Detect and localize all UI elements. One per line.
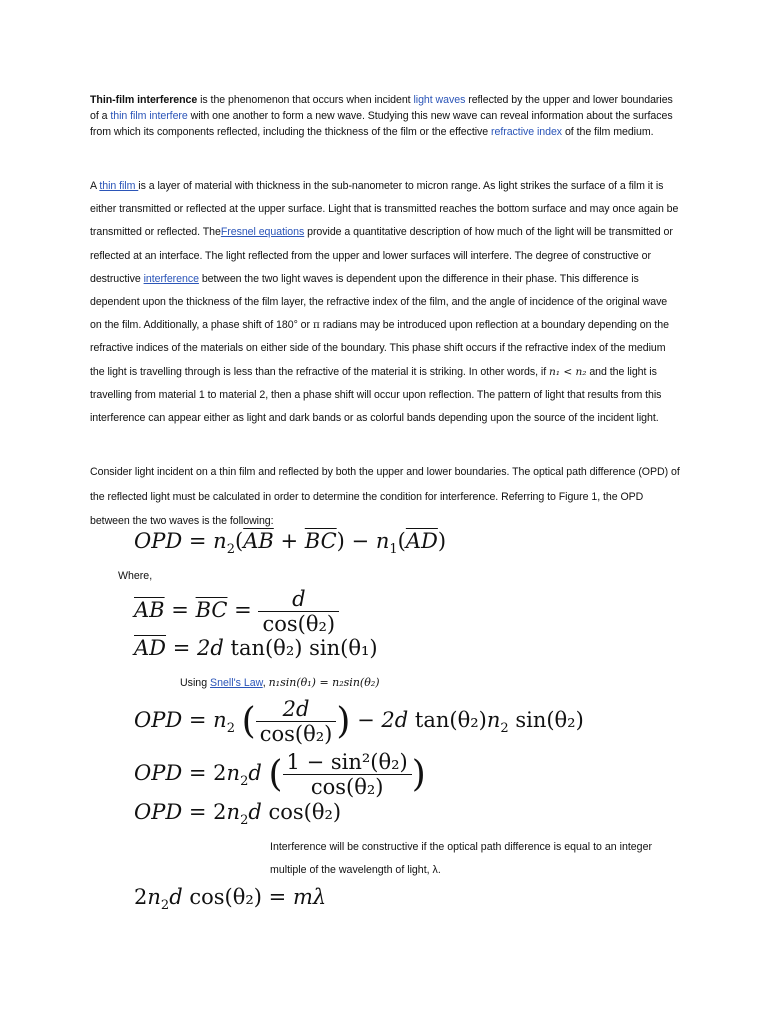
eq-n: n (147, 885, 161, 909)
snells-law-line (180, 676, 380, 689)
snell-formula: n₁sin(θ₁) = n₂sin(θ₂) (268, 676, 380, 689)
eq-equals: = (188, 761, 207, 785)
eq-d: d (248, 800, 262, 824)
eq-tan-theta2: tan(θ₂) (230, 636, 303, 660)
eq-sin-theta2: sin(θ₂) (515, 708, 584, 732)
eq-opd: OPD (134, 529, 183, 553)
eq-n: n (226, 800, 241, 824)
eq-cos-theta2: cos(θ₂) (283, 774, 412, 799)
link-light-waves[interactable]: light waves (413, 94, 466, 106)
eq-opd: OPD (134, 800, 183, 824)
where-label: Where, (118, 570, 153, 582)
eq-n: n (226, 761, 241, 785)
link-thin-film[interactable]: thin film (99, 180, 139, 192)
eq-cos-theta2: cos(θ₂) (256, 721, 337, 746)
equation-opd-definition: OPD = $n_2(\overline{AB} + \overline{BC}) - n_1(\overline{AD})$ (134, 529, 447, 558)
eq-plus: + (280, 529, 299, 553)
eq-opd: OPD (134, 708, 183, 732)
eq-cos-theta2: cos(θ₂) (268, 800, 342, 824)
eq-2: 2 (213, 800, 227, 824)
equation-opd-simplified: OPD = $2n_2d$ ( $\frac{\text{1 − sin²(θ₂)}}{\text{cos(θ₂)}}$ ) (134, 750, 426, 799)
eq-minus: − (351, 529, 370, 553)
eq-cos-theta2: cos(θ₂) (189, 885, 262, 909)
eq-one-minus-sin2: 1 − sin²(θ₂) (286, 750, 408, 774)
link-snells-law[interactable]: Snell's Law (210, 677, 263, 689)
eq-n: n (213, 529, 227, 553)
body-text-1: is a layer of material with thickness in the sub-nanometer to micron range. As light strikes the surface of a film it is either transmitted or reflected at the upper surface. Light that is transmitted reaches the bottom surface and may once again be transmitted or reflected. The (90, 180, 679, 239)
intro-text-3: with one another to form a new wave. Studying this new wave can reveal information about the surfaces from which its components reflected, including the thickness of the film or the effective (90, 110, 673, 138)
eq-2d: 2d (197, 636, 224, 660)
link-refractive-index[interactable]: refractive index (491, 126, 563, 138)
eq-ad: $\overline{AD}$ (134, 636, 167, 660)
eq-ad: $\overline{AD}$ (405, 529, 438, 553)
eq-tan-theta2: tan(θ₂) (414, 708, 487, 732)
fraction-2d-over-cos (256, 697, 337, 746)
eq-d: d (292, 587, 306, 611)
eq-equals: = (234, 598, 252, 622)
snell-prefix: Using (180, 677, 211, 689)
link-interference[interactable]: interference (143, 272, 199, 285)
eq-bc: $\overline{BC}$ (304, 529, 337, 553)
equation-opd-expanded: OPD = $n_2$ ( $\frac{2d}{\text{cos(θ₂)}}$ ) − 2d $\tan(\theta_2)n_2$ sin(θ₂) (134, 697, 584, 746)
eq-ab: $\overline{AB}$ (243, 529, 274, 553)
eq-equals: = (188, 529, 207, 553)
eq-equals: = (268, 885, 287, 909)
consider-paragraph: Consider light incident on a thin film and reflected by both the upper and lower boundaries. The optical path difference (OPD) of the reflected light must be calculated in order to determine the condition for interference. Referring to Figure 1, the OPD between the two waves is the following: (90, 466, 680, 527)
intro-text-4: of the film medium. (562, 126, 654, 138)
eq-m-lambda: mλ (292, 885, 327, 909)
eq-equals: = (188, 708, 207, 732)
eq-2d: 2d (282, 697, 310, 721)
body-text-5: and the light is travelling from material 1 to material 2, then a phase shift will occur upon reflection. The pattern of light that results from this interference can appear either as light and dark bands or as colorful bands depending upon the source of the incident light. (90, 365, 662, 425)
eq-2: 2 (134, 885, 148, 909)
eq-cos-theta2: cos(θ₂) (258, 611, 339, 636)
snell-suffix: , (262, 677, 269, 689)
intro-text-1: is the phenomenon that occurs when incident (197, 94, 414, 106)
eq-2d: 2d (381, 708, 409, 732)
eq-bc: $\overline{BC}$ (195, 598, 228, 622)
link-thin-film-interfere[interactable]: thin film interfere (110, 110, 188, 122)
eq-equals: = (172, 636, 191, 660)
eq-opd: OPD (134, 761, 183, 785)
fraction-d-over-cos (258, 587, 339, 636)
eq-d: d (169, 885, 183, 909)
fraction-one-minus-sin2 (283, 750, 412, 799)
eq-n: n (486, 708, 501, 732)
eq-minus: − (357, 708, 375, 732)
eq-equals: = (171, 598, 189, 622)
equation-ad (134, 636, 378, 660)
constructive-paragraph: Interference will be constructive if the optical path difference is equal to an integer multiple of the wavelength of light, λ. (270, 841, 652, 876)
eq-d: d (248, 761, 262, 785)
body-text-3: between the two light waves is dependent upon the difference in their phase. This difference is dependent upon the thickness of the film layer, the refractive index of the film, and the angle of incidence of the original wave on the film. Additionally, a phase shift of 180° or (90, 272, 668, 332)
eq-ab: $\overline{AB}$ (134, 598, 165, 622)
refractive-condition: n₁ < n₂ (549, 365, 587, 378)
body-text-2: provide a quantitative description of how much of the light will be transmitted or reflected at an interface. The light reflected from the upper and lower surfaces will interfere. The degree of constructive or destructive (90, 226, 673, 285)
pi-symbol: π (312, 319, 320, 332)
term-thin-film-interference: Thin-film interference (90, 94, 198, 106)
equation-ab-bc (134, 587, 339, 636)
intro-text-2: reflected by the upper and lower boundaries of a (90, 94, 673, 122)
body-text-4: radians may be introduced upon reflection at a boundary depending on the refractive indices of the materials on either side of the boundary. This phase shift occurs if the refractive index of the medium the light is travelling through is less than the refractive of the material it is striking. In other words, if (90, 319, 669, 378)
eq-sin-theta1: sin(θ₁) (309, 636, 378, 660)
body-text-0: A (90, 180, 100, 192)
eq-n: n (375, 529, 390, 553)
equation-opd-final: OPD = $2n_2d$ cos(θ₂) (134, 800, 342, 829)
eq-n: n (213, 708, 227, 732)
equation-constructive-condition: $2n_2d$ cos(θ₂) = mλ (134, 885, 327, 914)
eq-equals: = (188, 800, 207, 824)
intro-paragraph (90, 92, 680, 140)
body-paragraph (90, 175, 680, 430)
link-fresnel-equations[interactable]: Fresnel equations (220, 226, 305, 239)
eq-2: 2 (213, 761, 227, 785)
